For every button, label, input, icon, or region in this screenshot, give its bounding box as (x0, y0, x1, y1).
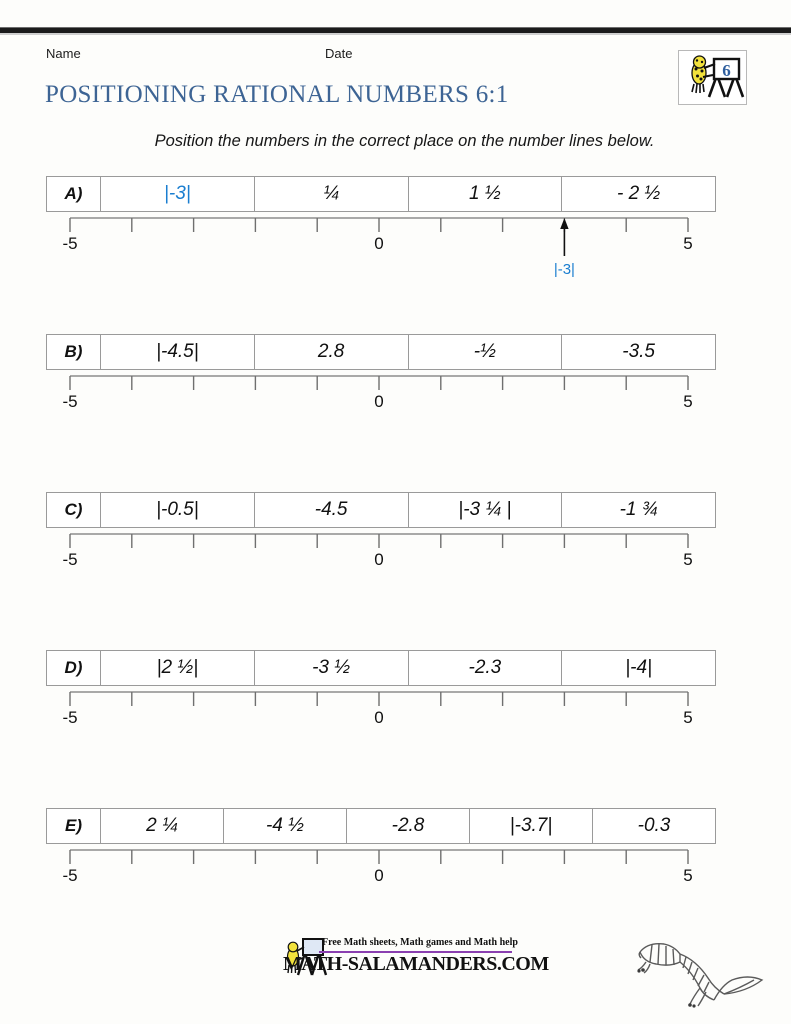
problem-label: B) (47, 335, 101, 369)
axis-label-zero: 0 (374, 866, 384, 885)
axis-label-min: -5 (62, 866, 78, 885)
value-cell[interactable]: -0.3 (637, 815, 671, 836)
footer-url[interactable]: MATH-SALAMANDERS.COM (283, 953, 549, 975)
problem-a (46, 176, 716, 282)
axis-label-zero: 0 (374, 392, 384, 411)
axis-label-max: 5 (683, 708, 693, 727)
question-row (46, 808, 716, 844)
value-cell[interactable]: |-3.7| (470, 809, 593, 843)
value-cell[interactable]: -2.3 (409, 651, 563, 685)
date-label: Date (325, 46, 353, 61)
question-row (46, 492, 716, 528)
number-line[interactable] (46, 844, 716, 914)
svg-text:6: 6 (722, 61, 731, 80)
value-cell[interactable]: -½ (409, 335, 563, 369)
number-line[interactable] (46, 370, 716, 440)
problem-e (46, 808, 716, 914)
problem-c (46, 492, 716, 598)
value-cell[interactable]: 2 ¼ (101, 809, 224, 843)
value-cell[interactable]: -3 ½ (255, 651, 409, 685)
name-label: Name (46, 46, 81, 61)
page-top-band-shadow (0, 33, 791, 35)
student-meta-row (46, 46, 706, 62)
axis-label-max: 5 (683, 392, 693, 411)
value-cell[interactable]: -1 ¾ (619, 499, 658, 520)
value-cell[interactable]: |-3| (101, 177, 255, 211)
value-cell[interactable]: -2.8 (347, 809, 470, 843)
axis-label-min: -5 (62, 708, 78, 727)
page-title: POSITIONING RATIONAL NUMBERS 6:1 (45, 81, 509, 108)
salamander-easel-icon (679, 51, 746, 104)
value-cell[interactable]: |-3 ¼ | (409, 493, 563, 527)
problem-label: A) (47, 177, 101, 211)
axis-label-max: 5 (683, 234, 693, 253)
footer-tagline: Free Math sheets, Math games and Math help (322, 937, 518, 948)
value-cell[interactable]: -4 ½ (224, 809, 347, 843)
axis-label-min: -5 (62, 392, 78, 411)
problem-b (46, 334, 716, 440)
axis-label-min: -5 (62, 234, 78, 253)
axis-label-max: 5 (683, 866, 693, 885)
value-cell[interactable]: ¼ (255, 177, 409, 211)
salamander-outline-icon (628, 930, 768, 1010)
axis-label-zero: 0 (374, 550, 384, 569)
value-cell[interactable]: |2 ½| (101, 651, 255, 685)
number-line[interactable] (46, 686, 716, 756)
problem-label: D) (47, 651, 101, 685)
instruction-text: Position the numbers in the correct place on the number lines below. (154, 132, 655, 150)
value-cell[interactable]: 1 ½ (409, 177, 563, 211)
value-cell[interactable]: |-4| (625, 657, 652, 678)
question-row (46, 176, 716, 212)
number-line[interactable] (46, 212, 716, 282)
question-row (46, 650, 716, 686)
value-cell[interactable]: -4.5 (255, 493, 409, 527)
number-line-marker-label: |-3| (553, 261, 575, 278)
value-cell[interactable]: |-4.5| (101, 335, 255, 369)
value-cell[interactable]: 2.8 (255, 335, 409, 369)
problem-label: E) (47, 809, 101, 843)
axis-label-max: 5 (683, 550, 693, 569)
value-cell[interactable]: - 2 ½ (616, 183, 661, 204)
axis-label-zero: 0 (374, 234, 384, 253)
grade-logo (678, 50, 747, 105)
problem-label: C) (47, 493, 101, 527)
axis-label-min: -5 (62, 550, 78, 569)
decorative-salamander (628, 930, 768, 1010)
axis-label-zero: 0 (374, 708, 384, 727)
value-cell[interactable]: -3.5 (622, 341, 655, 362)
number-line[interactable] (46, 528, 716, 598)
question-row (46, 334, 716, 370)
value-cell[interactable]: |-0.5| (101, 493, 255, 527)
problem-d (46, 650, 716, 756)
